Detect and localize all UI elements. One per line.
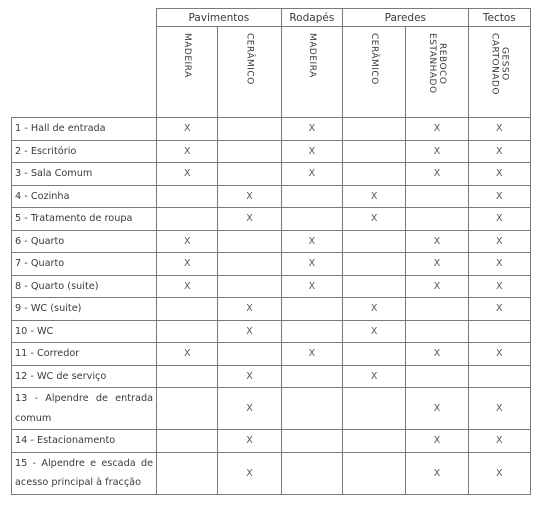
col-label: MADEIRA <box>306 33 317 78</box>
mark-cell <box>406 365 468 388</box>
mark-cell <box>342 163 405 186</box>
mark-cell: X <box>468 452 530 494</box>
mark-cell <box>157 298 218 321</box>
mark-cell: X <box>218 452 281 494</box>
mark-cell <box>406 320 468 343</box>
table-row <box>12 163 531 186</box>
col-paredes-reboco <box>406 27 468 118</box>
group-pavimentos: Pavimentos <box>157 9 282 27</box>
table-row <box>12 298 531 321</box>
mark-cell: X <box>468 208 530 231</box>
mark-cell <box>281 320 342 343</box>
mark-cell: X <box>468 298 530 321</box>
group-paredes: Paredes <box>342 9 468 27</box>
room-name: 10 - WC <box>15 325 54 337</box>
mark-cell <box>281 208 342 231</box>
mark-cell: X <box>468 430 530 453</box>
mark-cell: X <box>281 140 342 163</box>
mark-cell: X <box>157 230 218 253</box>
room-name-cell <box>12 430 157 453</box>
mark-cell <box>157 430 218 453</box>
mark-cell <box>157 388 218 430</box>
mark-cell: X <box>468 163 530 186</box>
mark-cell <box>218 140 281 163</box>
mark-cell <box>218 343 281 366</box>
mark-cell: X <box>218 430 281 453</box>
room-name-cell <box>12 452 157 494</box>
mark-cell <box>342 230 405 253</box>
mark-cell <box>342 275 405 298</box>
mark-cell: X <box>406 388 468 430</box>
mark-cell <box>218 275 281 298</box>
mark-cell <box>218 230 281 253</box>
mark-cell <box>281 452 342 494</box>
room-name: 2 - Escritório <box>15 145 77 157</box>
mark-cell: X <box>468 388 530 430</box>
mark-cell <box>218 163 281 186</box>
mark-cell: X <box>406 163 468 186</box>
mark-cell <box>281 430 342 453</box>
corner-blank <box>12 9 157 27</box>
table-row <box>12 208 531 231</box>
room-name: 6 - Quarto <box>15 235 65 247</box>
mark-cell: X <box>281 343 342 366</box>
room-name-cell <box>12 343 157 366</box>
mark-cell: X <box>406 430 468 453</box>
mark-cell <box>218 118 281 141</box>
mark-cell: X <box>342 320 405 343</box>
mark-cell: X <box>157 343 218 366</box>
group-tectos: Tectos <box>468 9 530 27</box>
mark-cell: X <box>406 452 468 494</box>
room-name: 5 - Tratamento de roupa <box>15 213 133 224</box>
table-row <box>12 365 531 388</box>
room-name: 9 - WC (suite) <box>15 303 82 314</box>
mark-cell: X <box>218 298 281 321</box>
room-name-cell <box>12 365 157 388</box>
mark-cell: X <box>157 253 218 276</box>
col-label: MADEIRA <box>182 33 193 78</box>
mark-cell: X <box>342 298 405 321</box>
mark-cell: X <box>218 365 281 388</box>
mark-cell: X <box>157 118 218 141</box>
room-name: 15 - Alpendre e escada de acesso principal à fracção <box>15 457 154 488</box>
mark-cell: X <box>157 140 218 163</box>
room-name-cell <box>12 185 157 208</box>
room-name-cell <box>12 208 157 231</box>
col-tectos-gesso <box>468 27 530 118</box>
room-name-cell <box>12 163 157 186</box>
mark-cell <box>157 185 218 208</box>
room-name-cell <box>12 230 157 253</box>
mark-cell: X <box>342 365 405 388</box>
room-name-cell <box>12 275 157 298</box>
mark-cell: X <box>281 275 342 298</box>
corner-blank-2 <box>12 27 157 118</box>
room-name: 14 - Estacionamento <box>15 435 116 446</box>
col-label: CERÂMICO <box>369 33 380 85</box>
table-row <box>12 253 531 276</box>
mark-cell: X <box>468 275 530 298</box>
room-name-cell <box>12 298 157 321</box>
mark-cell <box>342 140 405 163</box>
table-row <box>12 388 531 430</box>
mark-cell <box>342 388 405 430</box>
mark-cell: X <box>468 253 530 276</box>
mark-cell: X <box>281 230 342 253</box>
mark-cell: X <box>157 163 218 186</box>
room-name: 8 - Quarto (suite) <box>15 280 99 292</box>
finishes-table <box>11 8 531 495</box>
col-pavimentos-ceramico <box>218 27 281 118</box>
mark-cell: X <box>406 118 468 141</box>
room-name-cell <box>12 388 157 430</box>
mark-cell <box>157 320 218 343</box>
mark-cell <box>406 208 468 231</box>
room-name-cell <box>12 118 157 141</box>
table-row <box>12 430 531 453</box>
mark-cell <box>157 208 218 231</box>
mark-cell <box>342 452 405 494</box>
mark-cell <box>406 185 468 208</box>
mark-cell: X <box>468 140 530 163</box>
material-header-row <box>12 27 531 118</box>
mark-cell: X <box>342 208 405 231</box>
group-header-row <box>12 9 531 27</box>
mark-cell: X <box>157 275 218 298</box>
mark-cell: X <box>406 343 468 366</box>
mark-cell: X <box>218 388 281 430</box>
col-label: REBOCO ESTANHADO <box>426 33 447 94</box>
room-name: 1 - Hall de entrada <box>15 123 106 134</box>
mark-cell: X <box>468 118 530 141</box>
room-name: 7 - Quarto <box>15 258 65 269</box>
table-row <box>12 275 531 298</box>
table-row <box>12 343 531 366</box>
mark-cell <box>342 253 405 276</box>
table-row <box>12 185 531 208</box>
mark-cell <box>342 343 405 366</box>
col-label: CERÂMICO <box>244 33 255 85</box>
group-rodapes: Rodapés <box>281 9 342 27</box>
mark-cell: X <box>406 230 468 253</box>
rows-body <box>12 118 531 495</box>
room-name: 3 - Sala Comum <box>15 168 93 179</box>
mark-cell <box>281 365 342 388</box>
mark-cell: X <box>281 163 342 186</box>
room-name: 13 - Alpendre de entrada comum <box>15 393 154 424</box>
room-name: 11 - Corredor <box>15 348 80 359</box>
mark-cell: X <box>218 185 281 208</box>
room-name-cell <box>12 320 157 343</box>
mark-cell <box>281 298 342 321</box>
table-row <box>12 230 531 253</box>
mark-cell <box>468 365 530 388</box>
mark-cell: X <box>406 275 468 298</box>
mark-cell: X <box>406 140 468 163</box>
mark-cell: X <box>468 230 530 253</box>
room-name: 4 - Cozinha <box>15 190 70 202</box>
mark-cell: X <box>218 320 281 343</box>
table-row <box>12 452 531 494</box>
col-rodapes-madeira <box>281 27 342 118</box>
room-name: 12 - WC de serviço <box>15 370 107 382</box>
col-paredes-ceramico <box>342 27 405 118</box>
mark-cell: X <box>342 185 405 208</box>
room-name-cell <box>12 140 157 163</box>
col-pavimentos-madeira <box>157 27 218 118</box>
mark-cell <box>468 320 530 343</box>
col-label: GESSO CARTONADO <box>489 33 510 96</box>
mark-cell <box>406 298 468 321</box>
mark-cell: X <box>281 253 342 276</box>
room-name-cell <box>12 253 157 276</box>
mark-cell <box>281 185 342 208</box>
table-row <box>12 320 531 343</box>
table-row <box>12 140 531 163</box>
mark-cell <box>342 118 405 141</box>
table-row <box>12 118 531 141</box>
mark-cell <box>157 365 218 388</box>
mark-cell <box>342 430 405 453</box>
mark-cell: X <box>281 118 342 141</box>
mark-cell <box>157 452 218 494</box>
mark-cell: X <box>406 253 468 276</box>
mark-cell: X <box>468 343 530 366</box>
mark-cell: X <box>468 185 530 208</box>
mark-cell: X <box>218 208 281 231</box>
mark-cell <box>218 253 281 276</box>
mark-cell <box>281 388 342 430</box>
